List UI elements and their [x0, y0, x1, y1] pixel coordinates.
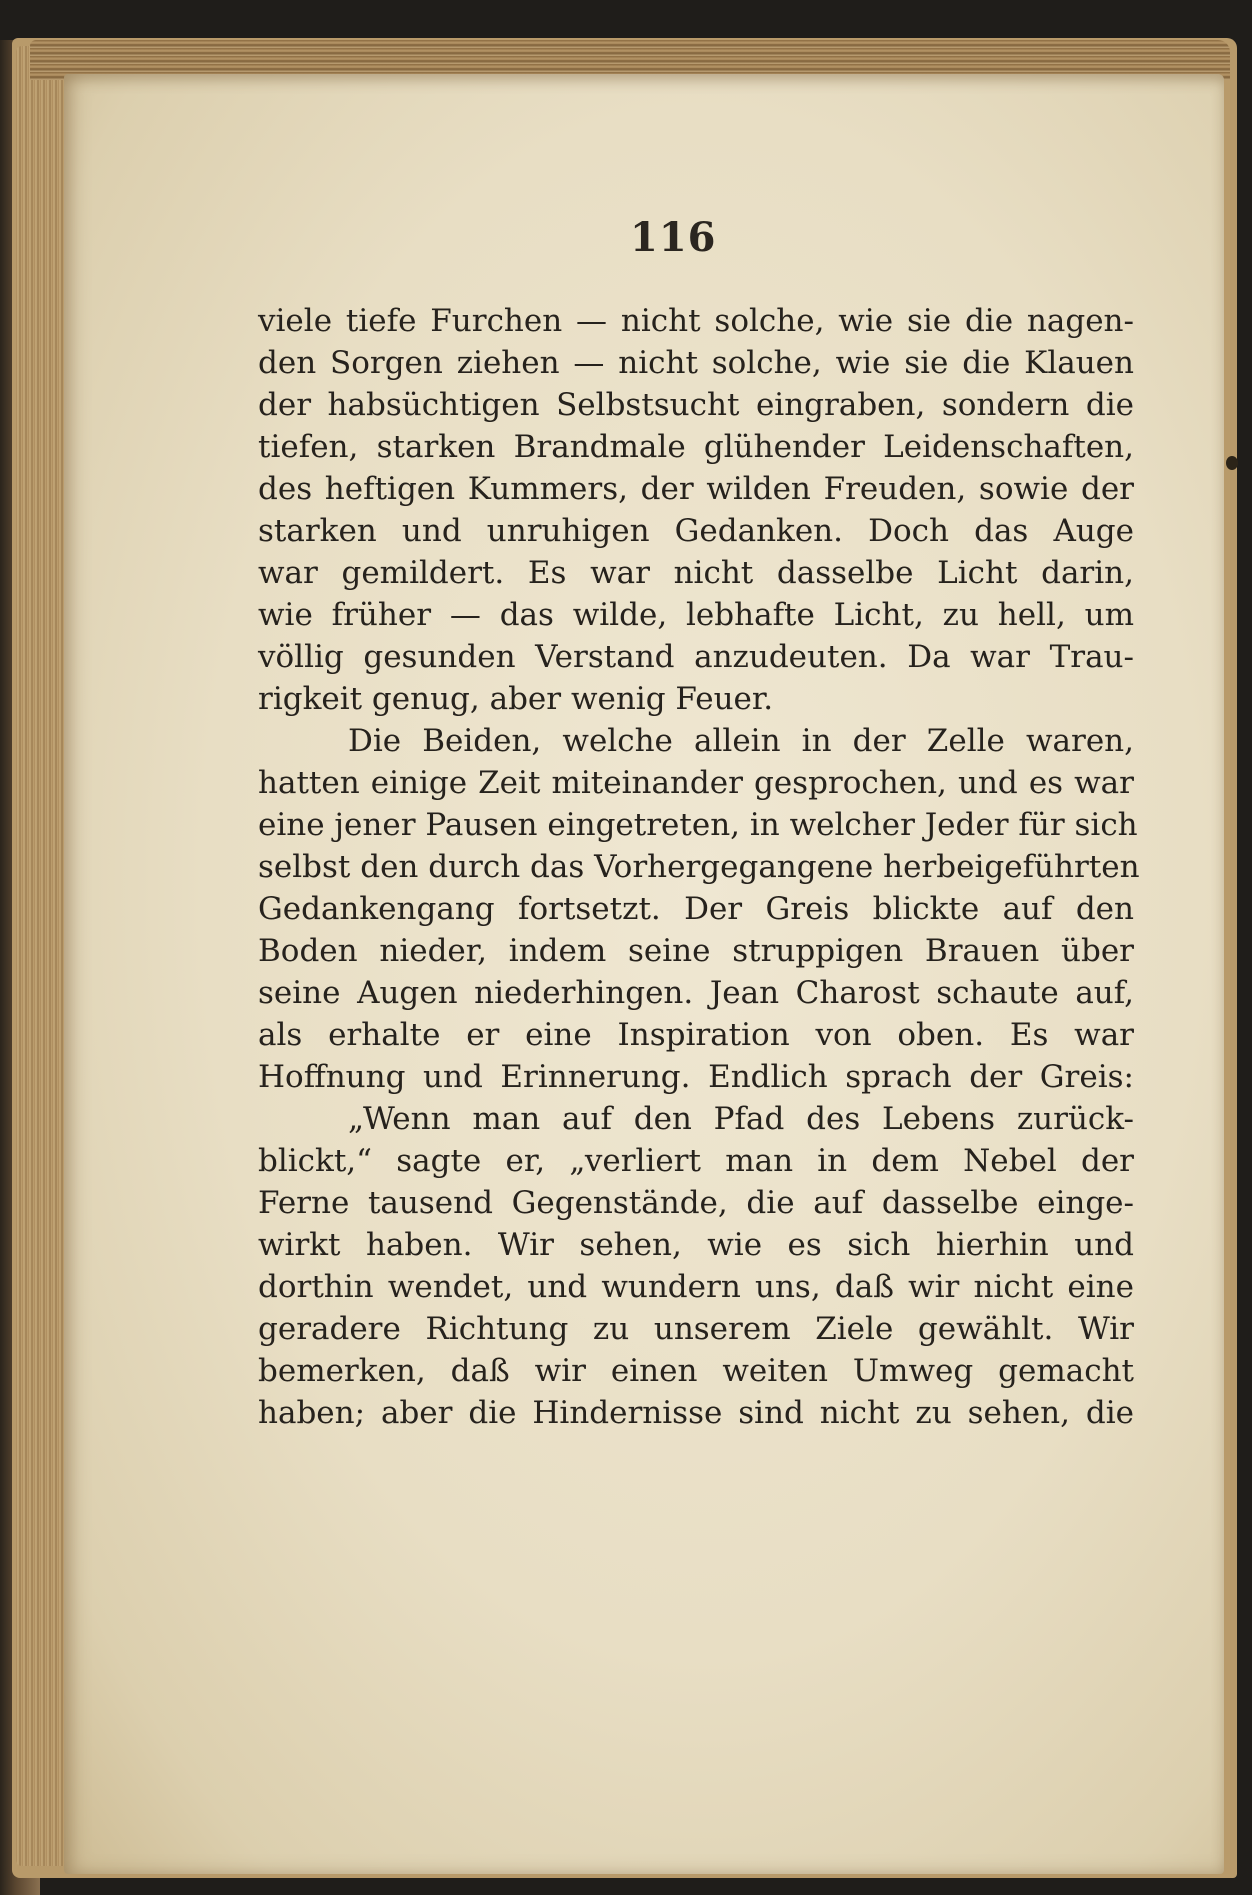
- text-line: der habsüchtigen Selbstsucht eingraben, sondern die: [258, 387, 1134, 423]
- text-line: als erhalte er eine Inspiration von oben. Es war: [258, 1017, 1134, 1053]
- text-line: „Wenn man auf den Pfad des Lebens zurück-: [348, 1101, 1134, 1137]
- text-line: rigkeit genug, aber wenig Feuer.: [258, 681, 774, 717]
- text-line: Boden nieder, indem seine struppigen Brauen über: [258, 933, 1134, 969]
- text-line: selbst den durch das Vorhergegangene herbeigeführten: [258, 849, 1140, 885]
- text-line: war gemildert. Es war nicht dasselbe Licht darin,: [258, 555, 1134, 591]
- text-line: Ferne tausend Gegenstände, die auf dasselbe einge-: [258, 1185, 1134, 1221]
- ink-spot: [1226, 456, 1238, 470]
- text-line: starken und unruhigen Gedanken. Doch das Auge: [258, 513, 1134, 549]
- text-line: den Sorgen ziehen — nicht solche, wie sie die Klauen: [258, 345, 1134, 381]
- text-line: wie früher — das wilde, lebhafte Licht, zu hell, um: [258, 597, 1134, 633]
- text-line: geradere Richtung zu unserem Ziele gewählt. Wir: [258, 1311, 1134, 1347]
- text-line: tiefen, starken Brandmale glühender Leidenschaften,: [258, 429, 1134, 465]
- text-line: völlig gesunden Verstand anzudeuten. Da war Trau-: [258, 639, 1134, 675]
- text-line: wirkt haben. Wir sehen, wie es sich hierhin und: [258, 1227, 1134, 1263]
- body-text: [258, 300, 1140, 1434]
- text-line: Gedankengang fortsetzt. Der Greis blickte auf den: [258, 891, 1134, 927]
- text-line: viele tiefe Furchen — nicht solche, wie sie die nagen-: [258, 303, 1134, 339]
- text-line: bemerken, daß wir einen weiten Umweg gemacht: [258, 1353, 1134, 1389]
- text-line: eine jener Pausen eingetreten, in welcher Jeder für sich: [258, 807, 1138, 843]
- text-line: seine Augen niederhingen. Jean Charost schaute auf,: [258, 975, 1134, 1011]
- page-number: 116: [630, 214, 717, 261]
- text-line: haben; aber die Hindernisse sind nicht zu sehen, die: [258, 1395, 1134, 1431]
- text-line: des heftigen Kummers, der wilden Freuden, sowie der: [258, 471, 1134, 507]
- text-line: Die Beiden, welche allein in der Zelle waren,: [348, 723, 1134, 759]
- text-line: dorthin wendet, und wundern uns, daß wir nicht eine: [258, 1269, 1134, 1305]
- text-line: blickt,“ sagte er, „verliert man in dem Nebel der: [258, 1143, 1134, 1179]
- text-line: Hoffnung und Erinnerung. Endlich sprach der Greis:: [258, 1059, 1134, 1095]
- text-line: hatten einige Zeit miteinander gesprochen, und es war: [258, 765, 1134, 801]
